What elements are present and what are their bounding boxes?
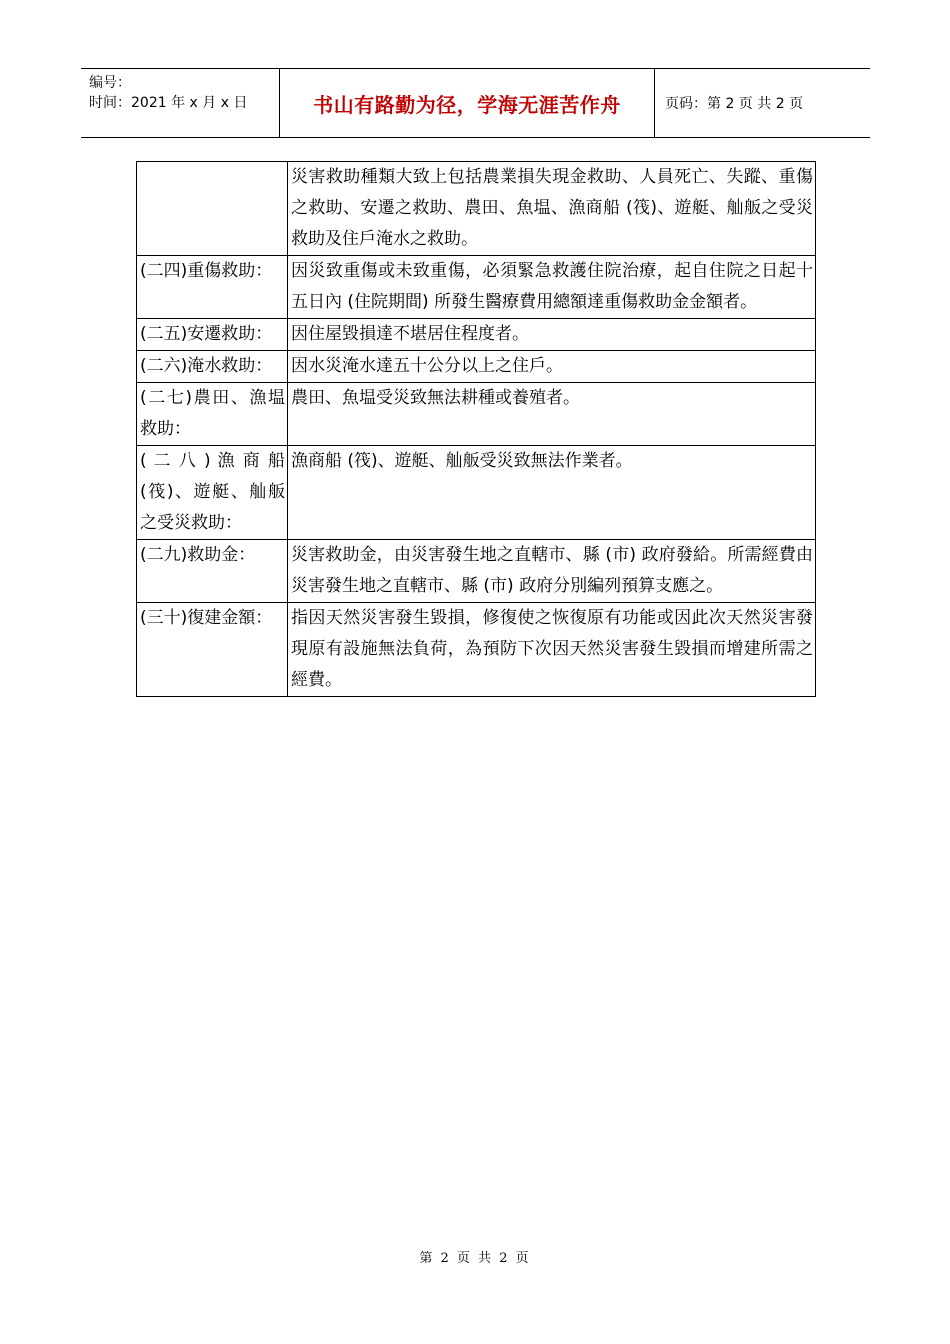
row-content: 因災致重傷或未致重傷，必須緊急救護住院治療，起自住院之日起十五日內 (住院期間) 所發生醫療費用總額達重傷救助金金額者。 [288,256,816,319]
document-time: 时间：2021 年 x 月 x 日 [89,95,248,111]
row-label: (三十)復建金額： [137,603,288,697]
table-row [137,319,816,351]
row-label: (二九)救助金： [137,540,288,603]
table-row [137,162,816,256]
row-content: 因住屋毀損達不堪居住程度者。 [288,319,816,351]
table-row [137,540,816,603]
table-row [137,256,816,319]
row-label [137,162,288,256]
disaster-relief-table [136,161,816,697]
table-row [137,383,816,446]
table-row [137,351,816,383]
row-label: (二六)淹水救助： [137,351,288,383]
row-content: 因水災淹水達五十公分以上之住戶。 [288,351,816,383]
row-content: 農田、魚塭受災致無法耕種或養殖者。 [288,383,816,446]
header-motto: 书山有路勤为径，学海无涯苦作舟 [280,69,655,137]
row-label: (二五)安遷救助： [137,319,288,351]
row-content: 指因天然災害發生毀損，修復使之恢復原有功能或因此次天然災害發現原有設施無法負荷，為預防下次因天然災害發生毀損而增建所需之經費。 [288,603,816,697]
page-footer: 第 2 页 共 2 页 [419,1251,531,1266]
document-number: 编号： [89,75,131,91]
row-label: (二四)重傷救助： [137,256,288,319]
row-label: (二七)農田、漁塭救助： [137,383,288,446]
table-row [137,446,816,540]
page-header [81,68,870,138]
table-row [137,603,816,697]
row-content: 災害救助種類大致上包括農業損失現金救助、人員死亡、失蹤、重傷之救助、安遷之救助、農田、魚塭、漁商船 (筏)、遊艇、舢舨之受災救助及住戶淹水之救助。 [288,162,816,256]
header-page-number: 页码：第 2 页 共 2 页 [665,96,804,112]
row-content: 漁商船 (筏)、遊艇、舢舨受災致無法作業者。 [288,446,816,540]
row-label: ( 二 八 ) 漁 商 船 (筏)、遊艇、舢舨之受災救助： [137,446,288,540]
header-meta [81,69,280,137]
row-content: 災害救助金，由災害發生地之直轄市、縣 (市) 政府發給。所需經費由災害發生地之直轄市、縣 (市) 政府分別編列預算支應之。 [288,540,816,603]
